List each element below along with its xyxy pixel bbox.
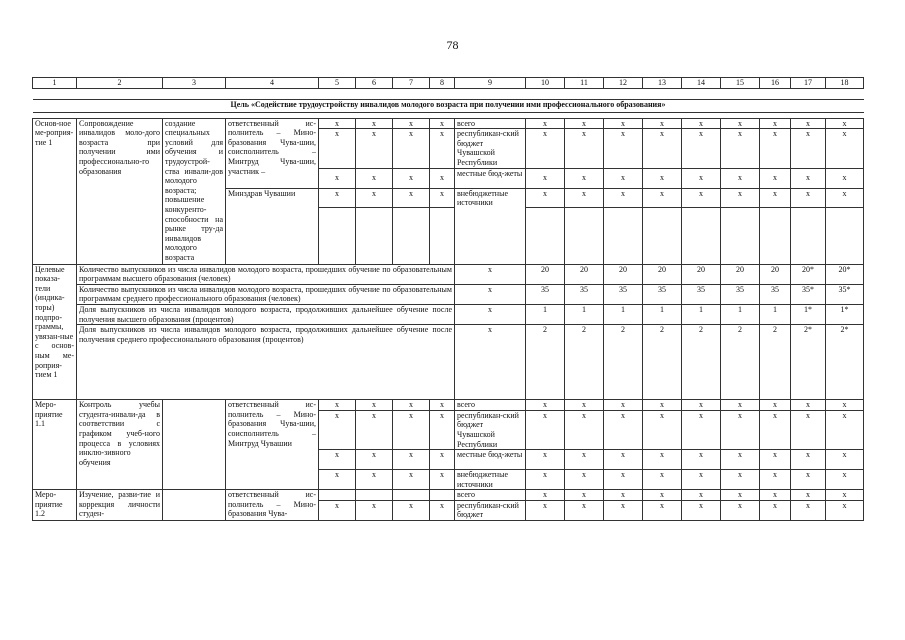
x-cell: x bbox=[430, 400, 455, 411]
x-cell: x bbox=[604, 129, 643, 168]
x-cell: x bbox=[526, 118, 565, 129]
x-cell: x bbox=[791, 470, 826, 490]
goal-title: Цель «Содействие трудоустройству инвалидов молодого возраста при получении ими профессионального образования» bbox=[33, 99, 864, 112]
main-activity-name: Основ-ное ме-роприя-тие 1 bbox=[33, 118, 77, 264]
indicator-row bbox=[33, 325, 864, 400]
x-cell: x bbox=[356, 118, 393, 129]
x-cell: x bbox=[526, 188, 565, 207]
indicator-value: 35 bbox=[682, 284, 721, 304]
x-cell: x bbox=[526, 168, 565, 188]
x-cell: x bbox=[721, 490, 760, 501]
source-republic: республикан-ский бюджет bbox=[455, 500, 526, 520]
indicator-value: 20 bbox=[682, 264, 721, 284]
activity-1-2-title: Изучение, разви-тие и коррекция личности студен- bbox=[77, 490, 163, 521]
main-activity-exec: ответственный ис-полнитель – Мино-бразования Чува-шии, соисполнитель – Минтруд Чува-шии, участник – bbox=[226, 118, 319, 188]
x-cell: x bbox=[826, 188, 864, 207]
x-cell: x bbox=[643, 450, 682, 470]
x-cell: x bbox=[643, 188, 682, 207]
header-cell: 6 bbox=[356, 78, 393, 89]
x-cell: x bbox=[826, 470, 864, 490]
x-cell: x bbox=[356, 400, 393, 411]
x-cell: x bbox=[604, 118, 643, 129]
x-cell: x bbox=[682, 410, 721, 449]
x-cell: x bbox=[356, 129, 393, 168]
x-cell: x bbox=[319, 400, 356, 411]
header-cell: 11 bbox=[565, 78, 604, 89]
x-cell: x bbox=[393, 188, 430, 207]
x-cell: x bbox=[721, 500, 760, 520]
indicator-value: 35* bbox=[791, 284, 826, 304]
x-cell: x bbox=[791, 490, 826, 501]
x-cell: x bbox=[455, 304, 526, 324]
header-cell: 16 bbox=[760, 78, 791, 89]
x-cell: x bbox=[430, 168, 455, 188]
x-cell: x bbox=[721, 129, 760, 168]
x-cell: x bbox=[565, 410, 604, 449]
x-cell: x bbox=[826, 129, 864, 168]
x-cell: x bbox=[319, 470, 356, 490]
indicator-value: 2 bbox=[760, 325, 791, 400]
x-cell: x bbox=[682, 188, 721, 207]
x-cell: x bbox=[826, 450, 864, 470]
source-local: местные бюд-жеты bbox=[455, 450, 526, 470]
activity-1-1-name: Меро-приятие 1.1 bbox=[33, 400, 77, 490]
spacer-row bbox=[33, 88, 864, 99]
x-cell: x bbox=[604, 188, 643, 207]
x-cell: x bbox=[319, 168, 356, 188]
source-extra: внебюджетные источники bbox=[455, 470, 526, 490]
indicator-value: 2 bbox=[721, 325, 760, 400]
indicator-value: 20* bbox=[826, 264, 864, 284]
x-cell: x bbox=[604, 490, 643, 501]
indicator-value: 1* bbox=[826, 304, 864, 324]
source-republic: республикан-ский бюджет Чувашской Республики bbox=[455, 129, 526, 168]
header-cell: 9 bbox=[455, 78, 526, 89]
indicator-value: 20 bbox=[760, 264, 791, 284]
x-cell: x bbox=[526, 410, 565, 449]
activity-1-1-exec: ответственный ис-полнитель – Мино-бразования Чува-шии, соисполнитель – Минтруд Чувашии bbox=[226, 400, 319, 490]
x-cell: x bbox=[393, 168, 430, 188]
x-cell: x bbox=[760, 118, 791, 129]
x-cell: x bbox=[430, 188, 455, 207]
header-cell: 17 bbox=[791, 78, 826, 89]
x-cell: x bbox=[760, 490, 791, 501]
x-cell: x bbox=[393, 470, 430, 490]
table-row bbox=[33, 490, 864, 501]
indicator-value: 20 bbox=[721, 264, 760, 284]
header-cell: 5 bbox=[319, 78, 356, 89]
x-cell: x bbox=[760, 168, 791, 188]
x-cell: x bbox=[455, 264, 526, 284]
x-cell: x bbox=[826, 500, 864, 520]
goal-row bbox=[33, 99, 864, 112]
x-cell: x bbox=[356, 470, 393, 490]
x-cell: x bbox=[455, 325, 526, 400]
x-cell: x bbox=[526, 129, 565, 168]
indicator-value: 1 bbox=[682, 304, 721, 324]
source-total: всего bbox=[455, 118, 526, 129]
x-cell: x bbox=[791, 410, 826, 449]
x-cell: x bbox=[643, 168, 682, 188]
x-cell: x bbox=[721, 168, 760, 188]
indicator-text: Доля выпускников из числа инвалидов молодого возраста, продолживших дальнейшее обучение после получения среднего профессионального образования (процентов) bbox=[77, 325, 455, 400]
indicator-value: 2 bbox=[604, 325, 643, 400]
x-cell: x bbox=[430, 410, 455, 449]
indicator-value: 20* bbox=[791, 264, 826, 284]
x-cell: x bbox=[791, 188, 826, 207]
x-cell: x bbox=[682, 490, 721, 501]
source-extra: внебюджетные источники bbox=[455, 188, 526, 264]
x-cell: x bbox=[455, 284, 526, 304]
x-cell: x bbox=[643, 470, 682, 490]
x-cell: x bbox=[760, 410, 791, 449]
indicator-row bbox=[33, 304, 864, 324]
x-cell: x bbox=[721, 118, 760, 129]
x-cell: x bbox=[682, 500, 721, 520]
indicator-value: 2 bbox=[526, 325, 565, 400]
program-table bbox=[32, 77, 864, 521]
x-cell: x bbox=[565, 168, 604, 188]
x-cell: x bbox=[791, 129, 826, 168]
x-cell: x bbox=[319, 450, 356, 470]
header-row bbox=[33, 78, 864, 89]
indicator-value: 20 bbox=[643, 264, 682, 284]
indicator-value: 1 bbox=[565, 304, 604, 324]
activity-1-2-exec: ответственный ис-полнитель – Мино-бразования Чува- bbox=[226, 490, 319, 521]
x-cell: x bbox=[721, 410, 760, 449]
indicator-row bbox=[33, 284, 864, 304]
indicator-value: 35 bbox=[565, 284, 604, 304]
x-cell: x bbox=[682, 450, 721, 470]
x-cell: x bbox=[526, 450, 565, 470]
indicator-value: 2 bbox=[682, 325, 721, 400]
x-cell: x bbox=[791, 400, 826, 411]
x-cell: x bbox=[356, 168, 393, 188]
indicator-value: 1 bbox=[604, 304, 643, 324]
header-cell: 18 bbox=[826, 78, 864, 89]
main-activity-participant: Минздрав Чувашии bbox=[226, 188, 319, 264]
x-cell: x bbox=[643, 400, 682, 411]
x-cell: x bbox=[430, 470, 455, 490]
x-cell: x bbox=[430, 118, 455, 129]
x-cell: x bbox=[826, 490, 864, 501]
source-total: всего bbox=[455, 400, 526, 411]
x-cell: x bbox=[393, 450, 430, 470]
x-cell: x bbox=[791, 118, 826, 129]
x-cell: x bbox=[721, 400, 760, 411]
x-cell: x bbox=[356, 500, 393, 520]
x-cell: x bbox=[643, 118, 682, 129]
x-cell: x bbox=[526, 470, 565, 490]
x-cell: x bbox=[393, 129, 430, 168]
x-cell: x bbox=[760, 500, 791, 520]
indicator-value: 35 bbox=[526, 284, 565, 304]
x-cell: x bbox=[682, 400, 721, 411]
table-row bbox=[33, 400, 864, 411]
indicator-value: 35* bbox=[826, 284, 864, 304]
indicator-value: 20 bbox=[565, 264, 604, 284]
header-cell: 8 bbox=[430, 78, 455, 89]
indicator-row bbox=[33, 264, 864, 284]
x-cell: x bbox=[682, 470, 721, 490]
x-cell: x bbox=[565, 470, 604, 490]
header-cell: 2 bbox=[77, 78, 163, 89]
indicator-text: Количество выпускников из числа инвалидов молодого возраста, прошедших обучение по образовательным программам среднего профессионального образования (человек) bbox=[77, 284, 455, 304]
header-cell: 1 bbox=[33, 78, 77, 89]
page-number: 78 bbox=[446, 38, 459, 52]
indicator-value: 35 bbox=[760, 284, 791, 304]
x-cell: x bbox=[604, 450, 643, 470]
x-cell: x bbox=[791, 450, 826, 470]
indicator-value: 20 bbox=[604, 264, 643, 284]
x-cell: x bbox=[604, 500, 643, 520]
x-cell: x bbox=[760, 129, 791, 168]
header-cell: 7 bbox=[393, 78, 430, 89]
x-cell: x bbox=[319, 129, 356, 168]
indicator-text: Доля выпускников из числа инвалидов молодого возраста, продолживших дальнейшее обучение после получения высшего образования (процентов) bbox=[77, 304, 455, 324]
indicators-label: Целевые показа-тели (индика-торы) подпро-граммы, увязан-ные с основ-ным ме-роприя-тием 1 bbox=[33, 264, 77, 400]
x-cell: x bbox=[826, 410, 864, 449]
x-cell: x bbox=[721, 188, 760, 207]
source-local: местные бюд-жеты bbox=[455, 168, 526, 188]
main-activity-title: Сопровождение инвалидов моло-дого возраста при получении ими профессионально-го образования bbox=[77, 118, 163, 264]
x-cell: x bbox=[826, 400, 864, 411]
indicator-value: 20 bbox=[526, 264, 565, 284]
header-cell: 13 bbox=[643, 78, 682, 89]
x-cell: x bbox=[565, 129, 604, 168]
indicator-value: 2 bbox=[565, 325, 604, 400]
x-cell: x bbox=[721, 450, 760, 470]
x-cell: x bbox=[643, 129, 682, 168]
x-cell: x bbox=[643, 490, 682, 501]
x-cell: x bbox=[430, 129, 455, 168]
x-cell: x bbox=[721, 470, 760, 490]
header-cell: 4 bbox=[226, 78, 319, 89]
x-cell: x bbox=[319, 500, 356, 520]
x-cell: x bbox=[565, 500, 604, 520]
x-cell: x bbox=[643, 500, 682, 520]
x-cell: x bbox=[760, 400, 791, 411]
indicator-value: 1* bbox=[791, 304, 826, 324]
x-cell: x bbox=[393, 410, 430, 449]
indicator-value: 2 bbox=[643, 325, 682, 400]
indicator-value: 1 bbox=[721, 304, 760, 324]
x-cell: x bbox=[791, 500, 826, 520]
x-cell: x bbox=[356, 410, 393, 449]
x-cell: x bbox=[526, 500, 565, 520]
header-cell: 10 bbox=[526, 78, 565, 89]
indicator-text: Количество выпускников из числа инвалидов молодого возраста, прошедших обучение по образовательным программам высшего образования (человек) bbox=[77, 264, 455, 284]
x-cell: x bbox=[791, 168, 826, 188]
x-cell: x bbox=[565, 118, 604, 129]
table-row bbox=[33, 118, 864, 129]
x-cell: x bbox=[604, 168, 643, 188]
x-cell: x bbox=[826, 168, 864, 188]
x-cell: x bbox=[526, 400, 565, 411]
activity-1-2-name: Меро-приятие 1.2 bbox=[33, 490, 77, 521]
x-cell: x bbox=[604, 410, 643, 449]
indicator-value: 2* bbox=[791, 325, 826, 400]
x-cell: x bbox=[526, 490, 565, 501]
x-cell: x bbox=[319, 410, 356, 449]
x-cell: x bbox=[430, 500, 455, 520]
x-cell: x bbox=[682, 168, 721, 188]
x-cell: x bbox=[604, 400, 643, 411]
x-cell: x bbox=[643, 410, 682, 449]
header-cell: 3 bbox=[163, 78, 226, 89]
source-total: всего bbox=[455, 490, 526, 501]
x-cell: x bbox=[760, 188, 791, 207]
x-cell: x bbox=[393, 400, 430, 411]
x-cell: x bbox=[430, 450, 455, 470]
x-cell: x bbox=[760, 470, 791, 490]
main-activity-goal: создание специальных условий для обучения и трудоустрой-ства инвали-дов молодого возраста; повышение конкуренто-способности на рынке тру-да инвалидов молодого возраста bbox=[163, 118, 226, 264]
x-cell: x bbox=[393, 500, 430, 520]
header-cell: 12 bbox=[604, 78, 643, 89]
header-cell: 14 bbox=[682, 78, 721, 89]
x-cell: x bbox=[393, 118, 430, 129]
x-cell: x bbox=[565, 450, 604, 470]
x-cell: x bbox=[565, 400, 604, 411]
activity-1-1-title: Контроль учебы студента-инвали-да в соответствии с графиком учеб-ного процесса в условиях инклю-зивного обучения bbox=[77, 400, 163, 490]
x-cell: x bbox=[682, 118, 721, 129]
x-cell: x bbox=[565, 188, 604, 207]
indicator-value: 2* bbox=[826, 325, 864, 400]
source-republic: республикан-ский бюджет Чувашской Республики bbox=[455, 410, 526, 449]
x-cell: x bbox=[565, 490, 604, 501]
x-cell: x bbox=[319, 118, 356, 129]
header-cell: 15 bbox=[721, 78, 760, 89]
x-cell: x bbox=[826, 118, 864, 129]
indicator-value: 35 bbox=[604, 284, 643, 304]
x-cell: x bbox=[760, 450, 791, 470]
x-cell: x bbox=[319, 188, 356, 207]
indicator-value: 35 bbox=[643, 284, 682, 304]
x-cell: x bbox=[356, 450, 393, 470]
indicator-value: 1 bbox=[526, 304, 565, 324]
x-cell: x bbox=[682, 129, 721, 168]
indicator-value: 35 bbox=[721, 284, 760, 304]
indicator-value: 1 bbox=[643, 304, 682, 324]
x-cell: x bbox=[604, 470, 643, 490]
indicator-value: 1 bbox=[760, 304, 791, 324]
x-cell: x bbox=[356, 188, 393, 207]
